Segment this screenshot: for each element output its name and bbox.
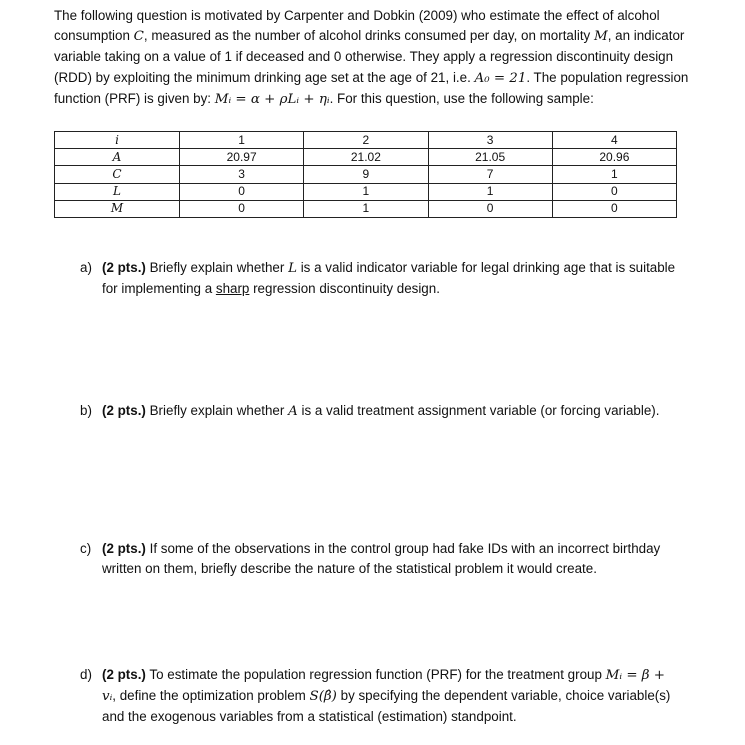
row-header: A — [55, 149, 180, 166]
table-cell: 21.02 — [304, 149, 428, 166]
treatment-prf-equation: Mᵢ = β + vᵢ — [102, 668, 666, 705]
table-cell: 3 — [180, 166, 304, 183]
table-cell: 1 — [180, 132, 304, 149]
question-text-part: Briefly explain whether — [145, 260, 289, 275]
table-row — [55, 183, 677, 200]
question-label: b) — [80, 403, 92, 418]
table-cell: 3 — [428, 132, 552, 149]
question-text-part: If some of the observations in the control group had fake IDs with an incorrect birthday written on them, briefly describe the nature of the statistical problem it would create. — [102, 541, 661, 577]
intro-paragraph — [54, 6, 694, 110]
points-label: (2 pts.) — [102, 541, 146, 556]
prf-equation: Mᵢ = α + ρLᵢ + ηᵢ — [214, 91, 330, 107]
question-text — [102, 539, 680, 579]
row-header: L — [55, 183, 180, 200]
intro-text: , measured as the number of alcohol drinks consumed per day, on mortality — [143, 28, 594, 44]
table-row — [55, 200, 677, 217]
table-cell: 1 — [304, 183, 428, 200]
table-row — [55, 149, 677, 166]
question-b — [80, 401, 680, 422]
question-text-part: is a valid treatment assignment variable (or forcing variable). — [297, 403, 660, 418]
intro-text: , an indicator variable taking on a value of 1 if deceased and 0 otherwise. They apply a regression discontinuity design (RDD) by exploiting the minimum drinking age set at the age of 21, i.e. — [54, 28, 685, 85]
table-cell: 1 — [304, 200, 428, 217]
table-cell: 1 — [428, 183, 552, 200]
question-d — [80, 665, 680, 728]
row-header: M — [55, 200, 180, 217]
table-cell: 0 — [428, 200, 552, 217]
table-row — [55, 166, 677, 183]
question-text-part: Briefly explain whether — [145, 403, 289, 418]
question-a — [80, 258, 680, 299]
table-cell: 20.96 — [552, 149, 676, 166]
question-text-part: by specifying the dependent variable, choice variable(s) and the exogenous variables from a statistical (estimation) standpoint. — [102, 688, 671, 725]
row-header: C — [55, 166, 180, 183]
table-cell: 4 — [552, 132, 676, 149]
question-label: a) — [80, 260, 92, 275]
underlined-word: sharp — [215, 281, 250, 297]
question-text-part: is a valid indicator variable for legal drinking age that is suitable for implementing a — [102, 260, 676, 297]
variable-m: M — [593, 29, 608, 45]
table-row — [55, 132, 677, 149]
variable-a: A — [288, 404, 298, 419]
question-label: d) — [80, 667, 92, 682]
question-c — [80, 539, 680, 579]
question-text-part: To estimate the population regression function (PRF) for the treatment group — [145, 667, 606, 682]
points-label: (2 pts.) — [102, 403, 146, 418]
intro-text: . The population regression function (PRF) is given by: — [54, 69, 689, 106]
question-text-part: , define the optimization problem — [112, 688, 310, 704]
table-cell: 1 — [552, 166, 676, 183]
variable-l: L — [288, 261, 297, 276]
question-text — [102, 665, 680, 728]
points-label: (2 pts.) — [102, 260, 146, 275]
question-text-part: regression discontinuity design. — [249, 281, 440, 297]
cutoff-equation: A₀ = 21 — [474, 70, 527, 86]
question-label: c) — [80, 541, 92, 556]
question-text — [102, 258, 680, 299]
table-cell: 0 — [552, 200, 676, 217]
table-cell: 20.97 — [180, 149, 304, 166]
points-label: (2 pts.) — [102, 667, 146, 682]
row-header: i — [55, 132, 180, 149]
table-cell: 7 — [428, 166, 552, 183]
sample-table — [54, 131, 677, 218]
table-cell: 0 — [552, 183, 676, 200]
objective-function: S(β̂) — [309, 689, 337, 705]
table-cell: 21.05 — [428, 149, 552, 166]
table-cell: 9 — [304, 166, 428, 183]
question-text — [102, 401, 680, 422]
table-cell: 0 — [180, 183, 304, 200]
table-cell: 0 — [180, 200, 304, 217]
table-cell: 2 — [304, 132, 428, 149]
intro-text: . For this question, use the following sample: — [329, 90, 594, 106]
intro-text: The following question is motivated by Carpenter and Dobkin (2009) who estimate the effect of alcohol consumption — [54, 8, 660, 44]
variable-c: C — [133, 29, 144, 45]
